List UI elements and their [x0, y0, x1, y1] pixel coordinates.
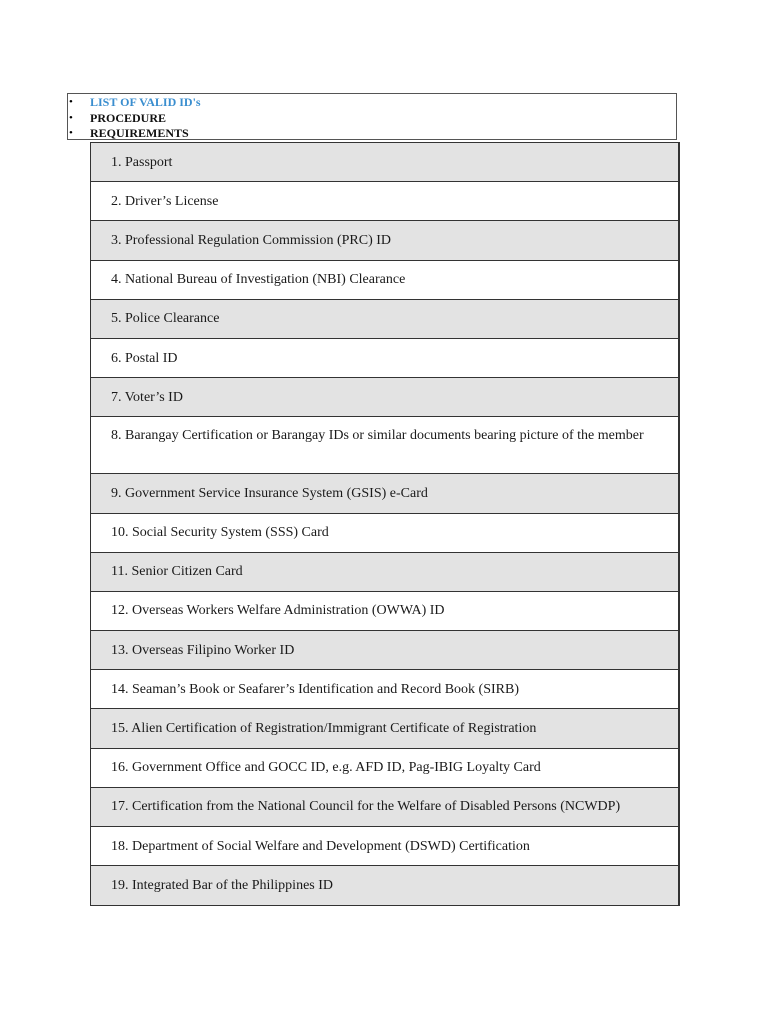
- table-row: 2. Driver’s License: [91, 182, 678, 221]
- table-row: 9. Government Service Insurance System (GSIS) e-Card: [91, 474, 678, 513]
- table-row: 13. Overseas Filipino Worker ID: [91, 631, 678, 670]
- table-row: 11. Senior Citizen Card: [91, 553, 678, 592]
- table-row: 6. Postal ID: [91, 339, 678, 378]
- bullet-icon: •: [69, 111, 73, 124]
- table-row: 14. Seaman’s Book or Seafarer’s Identification and Record Book (SIRB): [91, 670, 678, 709]
- table-row: 8. Barangay Certification or Barangay IDs or similar documents bearing picture of the member: [91, 417, 678, 474]
- tab-label[interactable]: LIST OF VALID ID's: [90, 95, 201, 109]
- table-row: 12. Overseas Workers Welfare Administration (OWWA) ID: [91, 592, 678, 631]
- tab-label[interactable]: PROCEDURE: [90, 110, 167, 125]
- bullet-icon: •: [69, 96, 73, 108]
- valid-ids-table: [90, 142, 680, 906]
- table-row: 3. Professional Regulation Commission (PRC) ID: [91, 221, 678, 260]
- table-row: 7. Voter’s ID: [91, 378, 678, 417]
- tab-navigation: [67, 93, 677, 140]
- tab-list: [68, 95, 201, 142]
- table-row: 17. Certification from the National Council for the Welfare of Disabled Persons (NCWDP): [91, 788, 678, 827]
- tab-list-of-valid-ids[interactable]: [68, 95, 201, 111]
- table-row: 19. Integrated Bar of the Philippines ID: [91, 866, 678, 905]
- table-row: 15. Alien Certification of Registration/Immigrant Certificate of Registration: [91, 709, 678, 748]
- table-row: 18. Department of Social Welfare and Development (DSWD) Certification: [91, 827, 678, 866]
- tab-procedure[interactable]: [68, 111, 201, 127]
- table-row: 16. Government Office and GOCC ID, e.g. AFD ID, Pag-IBIG Loyalty Card: [91, 749, 678, 788]
- table-row: 5. Police Clearance: [91, 300, 678, 339]
- tab-requirements[interactable]: [68, 126, 201, 142]
- table-row: 1. Passport: [91, 143, 678, 182]
- bullet-icon: •: [69, 127, 73, 139]
- table-row: 10. Social Security System (SSS) Card: [91, 514, 678, 553]
- table-row: 4. National Bureau of Investigation (NBI) Clearance: [91, 261, 678, 300]
- tab-label[interactable]: REQUIREMENTS: [90, 126, 189, 140]
